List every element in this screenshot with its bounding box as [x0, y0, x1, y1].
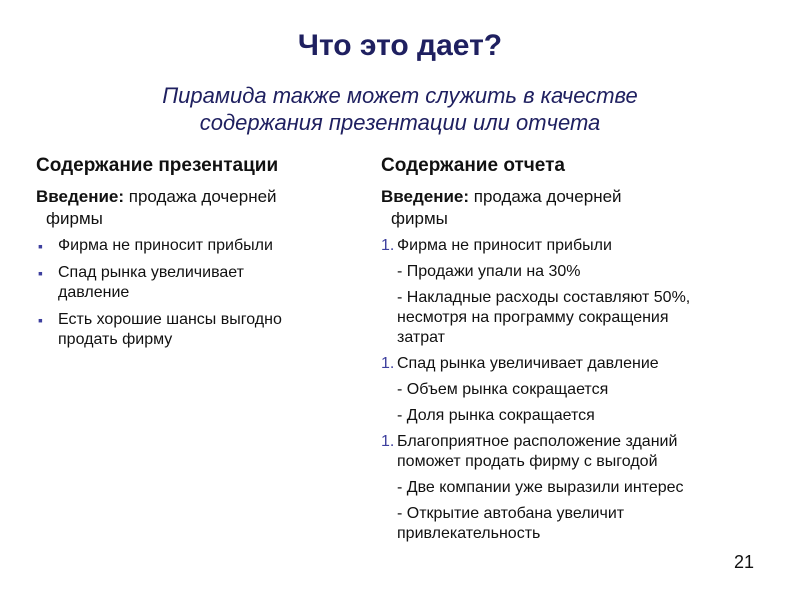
report-item-2: [381, 354, 776, 374]
report-subitem: [381, 478, 776, 498]
report-item-text: Спад рынка увеличивает давление: [397, 355, 659, 372]
intro-text: продажа дочерней: [469, 187, 622, 206]
report-item-text-continued: поможет продать фирму с выгодой: [397, 453, 658, 470]
presentation-contents-column: [36, 153, 366, 357]
intro-text: продажа дочерней: [124, 187, 277, 206]
slide-subtitle: [80, 82, 720, 136]
report-subitem: [381, 288, 776, 348]
square-bullet-icon: ▪: [38, 312, 43, 328]
subtitle-line-2: содержания презентации или отчета: [199, 110, 601, 135]
presentation-intro: [36, 186, 366, 230]
intro-label: Введение:: [381, 187, 470, 206]
page-number: 21: [733, 552, 754, 572]
list-number: 1.: [381, 433, 395, 450]
report-contents-column: [381, 153, 776, 550]
report-subitem: [381, 262, 776, 282]
report-item-3: [381, 432, 776, 472]
report-subitem: [381, 380, 776, 400]
report-subitem-text-continued: привлекательность: [397, 525, 541, 542]
presentation-bullet-list: [36, 236, 366, 350]
report-subitem: [381, 406, 776, 426]
report-item-1: [381, 236, 776, 256]
report-item-text: Фирма не приносит прибыли: [397, 237, 612, 254]
report-subitem-text: - Доля рынка сокращается: [397, 407, 595, 424]
intro-text-continued: фирмы: [46, 209, 103, 228]
list-item-text-continued: давление: [58, 284, 130, 301]
presentation-contents-heading: Содержание презентации: [36, 155, 279, 176]
square-bullet-icon: ▪: [38, 265, 43, 281]
subtitle-line-1: Пирамида также может служить в качестве: [162, 83, 638, 108]
list-item: [36, 310, 366, 350]
report-item-text: Благоприятное расположение зданий: [397, 433, 678, 450]
report-subitem-text: - Две компании уже выразили интерес: [397, 479, 684, 496]
report-subitem-text: - Накладные расходы составляют 50%,: [397, 289, 691, 306]
report-intro: [381, 186, 776, 230]
list-item-text-continued: продать фирму: [58, 331, 173, 348]
square-bullet-icon: ▪: [38, 238, 43, 254]
report-subitem-text: - Открытие автобана увеличит: [397, 505, 625, 522]
intro-label: Введение:: [36, 187, 125, 206]
report-subitem: [381, 504, 776, 544]
list-item: [36, 263, 366, 303]
report-outline: [381, 236, 776, 544]
intro-text-continued: фирмы: [391, 209, 448, 228]
slide-title: Что это дает?: [297, 29, 503, 62]
list-item: [36, 236, 366, 256]
list-number: 1.: [381, 355, 395, 372]
list-item-text: Есть хорошие шансы выгодно: [58, 311, 282, 328]
list-item-text: Спад рынка увеличивает: [58, 264, 244, 281]
report-subitem-text: - Объем рынка сокращается: [397, 381, 609, 398]
report-subitem-text-continued: затрат: [397, 329, 445, 346]
report-contents-heading: Содержание отчета: [381, 155, 565, 176]
report-subitem-text: - Продажи упали на 30%: [397, 263, 581, 280]
list-number: 1.: [381, 237, 395, 254]
list-item-text: Фирма не приносит прибыли: [58, 237, 273, 254]
report-subitem-text-continued: несмотря на программу сокращения: [397, 309, 669, 326]
